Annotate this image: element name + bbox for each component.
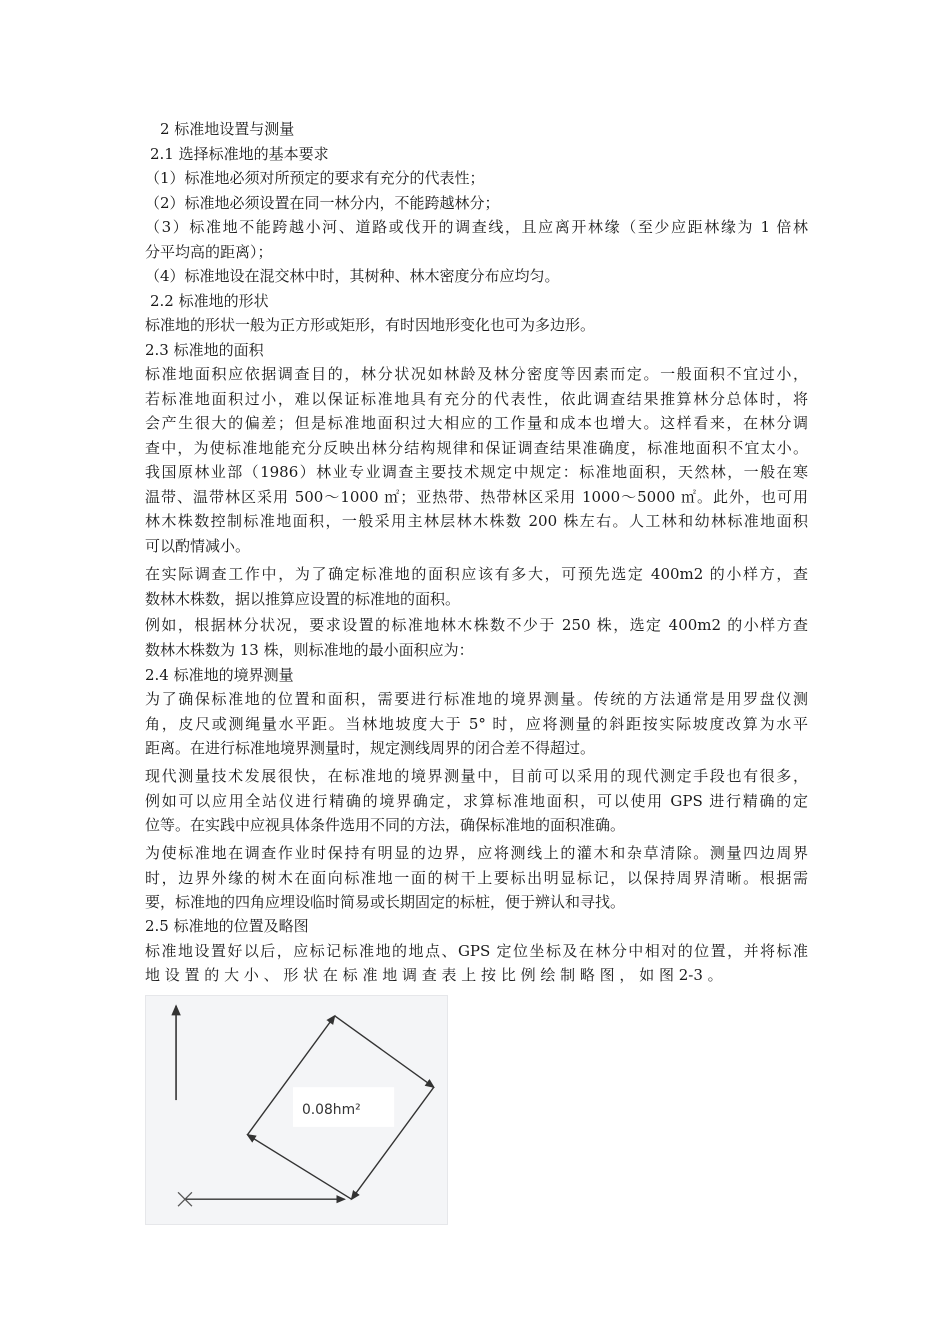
paragraph-line: 例如可以应用全站仪进行精确的境界确定，求算标准地面积，可以使用 GPS 进行精确的定 (145, 792, 808, 810)
paragraph-line: 位等。在实践中应视具体条件选用不同的方法，确保标准地的面积准确。 (145, 816, 626, 834)
plot-boundary-edge (335, 1016, 434, 1087)
list-item: （3）标准地不能跨越小河、道路或伐开的调查线，且应离开林缘（至少应距林缘为 1 倍林 (145, 218, 808, 236)
paragraph-line: 地 设 置 的 大 小 、 形 状 在 标 准 地 调 查 表 上 按 比 例 绘 制 略 图 ， 如 图 2-3 。 (145, 966, 723, 984)
section-heading: 2 标准地设置与测量 (160, 120, 295, 138)
paragraph-line: 温带、温带林区采用 500～1000 ㎡；亚热带、热带林区采用 1000～5000 ㎡。此外，也可用 (145, 488, 808, 506)
paragraph-line: 若标准地面积过小，难以保证标准地具有充分的代表性，依此调查结果推算林分总体时，将 (145, 390, 808, 408)
paragraph-line: 查中，为使标准地能充分反映出林分结构规律和保证调查结果准确度，标准地面积不宜太小。 (145, 439, 808, 457)
list-item: （2）标准地必须设置在同一林分内，不能跨越林分； (145, 194, 500, 212)
paragraph-line: 角，皮尺或测绳量水平距。当林地坡度大于 5° 时，应将测量的斜距按实际坡度改算为水平 (145, 715, 808, 733)
paragraph-line: 标准地面积应依据调查目的，林分状况如林龄及林分密度等因素而定。一般面积不宜过小， (145, 365, 808, 383)
plot-sketch-figure (145, 995, 448, 1225)
plot-sketch-drawing (146, 996, 447, 1224)
subsection-heading: 2.2 标准地的形状 (150, 292, 269, 310)
paragraph-line: 要，标准地的四角应埋设临时简易或长期固定的标桩，便于辨认和寻找。 (145, 893, 626, 911)
paragraph-line: 数林木株数为 13 株，则标准地的最小面积应为： (145, 641, 474, 659)
paragraph-line: 标准地设置好以后，应标记标准地的地点、GPS 定位坐标及在林分中相对的位置，并将标准 (145, 942, 808, 960)
paragraph-line: 为使标准地在调查作业时保持有明显的边界，应将测线上的灌木和杂草清除。测量四边周界 (145, 844, 808, 862)
paragraph-line: 标准地的形状一般为正方形或矩形，有时因地形变化也可为多边形。 (145, 316, 596, 334)
paragraph-line: 林木株数控制标准地面积，一般采用主林层林木株数 200 株左右。人工林和幼林标准地面积 (145, 512, 808, 530)
paragraph-line: 例如，根据林分状况，要求设置的标准地林木株数不少于 250 株，选定 400m2 的小样方查 (145, 616, 808, 634)
paragraph-line: 我国原林业部（1986）林业专业调查主要技术规定中规定：标准地面积，天然林，一般在寒 (145, 463, 808, 481)
list-item: （4）标准地设在混交林中时，其树种、林木密度分布应均匀。 (145, 267, 560, 285)
paragraph-line: 数林木株数，据以推算应设置的标准地的面积。 (145, 590, 461, 608)
paragraph-line: 会产生很大的偏差；但是标准地面积过大相应的工作量和成本也增大。这样看来，在林分调 (145, 414, 808, 432)
list-item: （1）标准地必须对所预定的要求有充分的代表性； (145, 169, 485, 187)
subsection-heading: 2.5 标准地的位置及略图 (145, 917, 309, 935)
paragraph-line: 在实际调查工作中，为了确定标准地的面积应该有多大，可预先选定 400m2 的小样方，查 (145, 565, 808, 583)
subsection-heading: 2.3 标准地的面积 (145, 341, 264, 359)
list-item-continued: 分平均高的距离）； (145, 243, 273, 261)
paragraph-line: 时，边界外缘的树木在面向标准地一面的树干上要标出明显标记，以保持周界清晰。根据需 (145, 869, 808, 887)
paragraph-line: 距离。在进行标准地境界测量时，规定测线周界的闭合差不得超过。 (145, 739, 596, 757)
plot-boundary-edge (247, 1135, 351, 1199)
subsection-heading: 2.1 选择标准地的基本要求 (150, 145, 329, 163)
subsection-heading: 2.4 标准地的境界测量 (145, 666, 294, 684)
paragraph-line: 为了确保标准地的位置和面积，需要进行标准地的境界测量。传统的方法通常是用罗盘仪测 (145, 690, 808, 708)
paragraph-line: 现代测量技术发展很快，在标准地的境界测量中，目前可以采用的现代测定手段也有很多， (145, 767, 808, 785)
paragraph-line: 可以酌情减小。 (145, 537, 251, 555)
area-label: 0.08hm² (301, 1101, 361, 1118)
